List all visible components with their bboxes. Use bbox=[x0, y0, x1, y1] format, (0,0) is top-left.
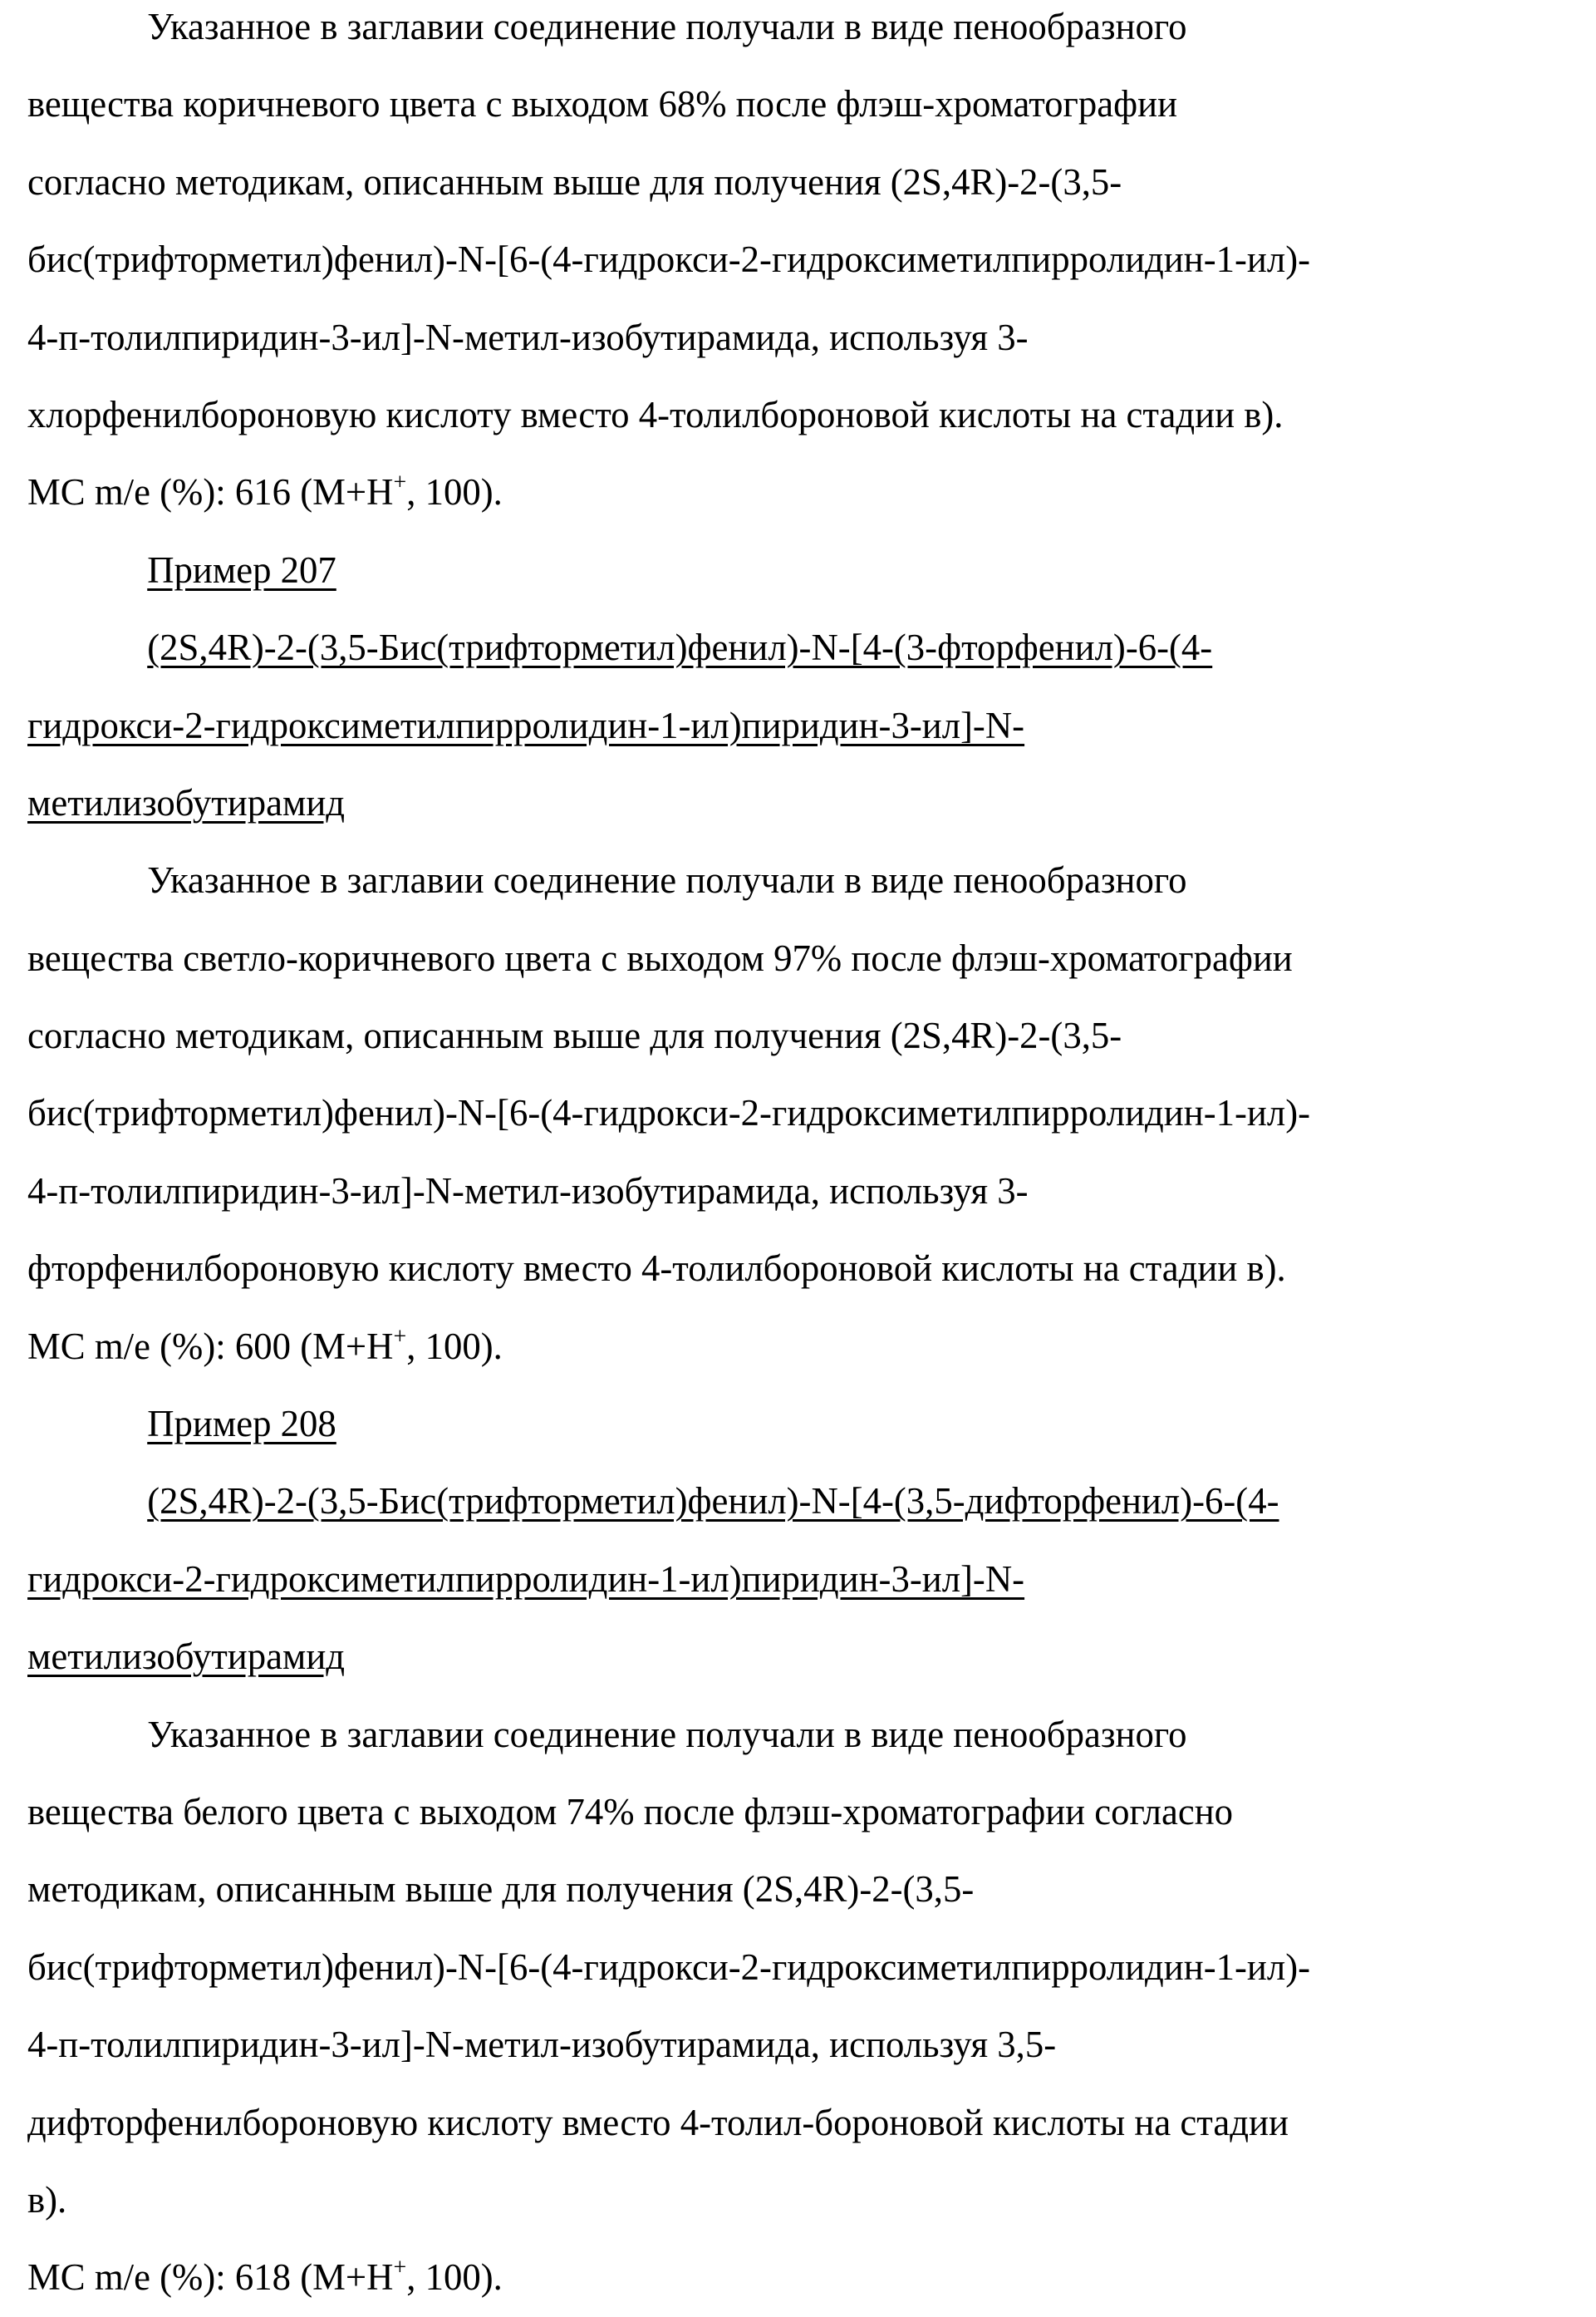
paragraph-line: методикам, описанным выше для получения (2S,4R)-2-(3,5- bbox=[27, 1851, 1573, 1928]
paragraph-line: Указанное в заглавии соединение получали в виде пенообразного bbox=[27, 1696, 1573, 1773]
mass-spec-line bbox=[27, 2239, 1573, 2316]
paragraph-line: в). bbox=[27, 2162, 1573, 2239]
compound-title-line bbox=[27, 1618, 1573, 1695]
paragraph-line: 4-п-толилпиридин-3-ил]-N-метил-изобутирамида, используя 3,5- bbox=[27, 2006, 1573, 2083]
compound-title-text: гидрокси-2-гидроксиметилпирролидин-1-ил)пиридин-3-ил]-N- bbox=[27, 705, 1024, 746]
mass-spec-line bbox=[27, 1308, 1573, 1385]
example-heading bbox=[27, 532, 1573, 609]
paragraph-line: бис(трифторметил)фенил)-N-[6-(4-гидрокси-2-гидроксиметилпирролидин-1-ил)- bbox=[27, 1075, 1573, 1152]
document-page bbox=[27, 0, 1581, 2317]
compound-title-text: метилизобутирамид bbox=[27, 782, 345, 824]
compound-title-line bbox=[27, 1463, 1573, 1540]
compound-title-line bbox=[27, 765, 1573, 842]
paragraph-line: вещества белого цвета с выходом 74% после флэш-хроматографии согласно bbox=[27, 1773, 1573, 1851]
example-heading bbox=[27, 1385, 1573, 1463]
ms-superscript: + bbox=[393, 2255, 406, 2280]
ms-text: , 100). bbox=[406, 2256, 503, 2298]
compound-title-line bbox=[27, 1541, 1573, 1618]
paragraph-line: вещества коричневого цвета с выходом 68% после флэш-хроматографии bbox=[27, 66, 1573, 143]
ms-text: МС m/e (%): 616 (M+H bbox=[27, 471, 393, 513]
paragraph-line: бис(трифторметил)фенил)-N-[6-(4-гидрокси-2-гидроксиметилпирролидин-1-ил)- bbox=[27, 1929, 1573, 2006]
paragraph-line: бис(трифторметил)фенил)-N-[6-(4-гидрокси-2-гидроксиметилпирролидин-1-ил)- bbox=[27, 221, 1573, 298]
compound-title-text: (2S,4R)-2-(3,5-Бис(трифторметил)фенил)-N-[4-(3,5-дифторфенил)-6-(4- bbox=[147, 1480, 1279, 1522]
ms-text: , 100). bbox=[406, 1326, 503, 1367]
ms-text: МС m/e (%): 600 (M+H bbox=[27, 1326, 393, 1367]
example-heading-text: Пример 208 bbox=[147, 1403, 336, 1444]
compound-title-text: гидрокси-2-гидроксиметилпирролидин-1-ил)пиридин-3-ил]-N- bbox=[27, 1558, 1024, 1600]
paragraph-line: 4-п-толилпиридин-3-ил]-N-метил-изобутирамида, используя 3- bbox=[27, 1153, 1573, 1230]
paragraph-line: дифторфенилбороновую кислоту вместо 4-толил-бороновой кислоты на стадии bbox=[27, 2084, 1573, 2162]
paragraph-line: согласно методикам, описанным выше для получения (2S,4R)-2-(3,5- bbox=[27, 997, 1573, 1075]
compound-title-text: метилизобутирамид bbox=[27, 1636, 345, 1677]
paragraph-line: вещества светло-коричневого цвета с выходом 97% после флэш-хроматографии bbox=[27, 920, 1573, 997]
paragraph-line: Указанное в заглавии соединение получали в виде пенообразного bbox=[27, 842, 1573, 919]
paragraph-line: согласно методикам, описанным выше для получения (2S,4R)-2-(3,5- bbox=[27, 144, 1573, 221]
ms-superscript: + bbox=[393, 470, 406, 495]
paragraph-line: 4-п-толилпиридин-3-ил]-N-метил-изобутирамида, используя 3- bbox=[27, 299, 1573, 376]
ms-text: , 100). bbox=[406, 471, 503, 513]
compound-title-text: (2S,4R)-2-(3,5-Бис(трифторметил)фенил)-N-[4-(3-фторфенил)-6-(4- bbox=[147, 627, 1212, 668]
paragraph-line: хлорфенилбороновую кислоту вместо 4-толилбороновой кислоты на стадии в). bbox=[27, 376, 1573, 454]
mass-spec-line bbox=[27, 454, 1573, 531]
ms-superscript: + bbox=[393, 1324, 406, 1350]
compound-title-line bbox=[27, 609, 1573, 686]
ms-text: МС m/e (%): 618 (M+H bbox=[27, 2256, 393, 2298]
compound-title-line bbox=[27, 687, 1573, 765]
paragraph-line: фторфенилбороновую кислоту вместо 4-толилбороновой кислоты на стадии в). bbox=[27, 1230, 1573, 1307]
paragraph-line: Указанное в заглавии соединение получали в виде пенообразного bbox=[27, 0, 1573, 66]
example-heading-text: Пример 207 bbox=[147, 549, 336, 591]
